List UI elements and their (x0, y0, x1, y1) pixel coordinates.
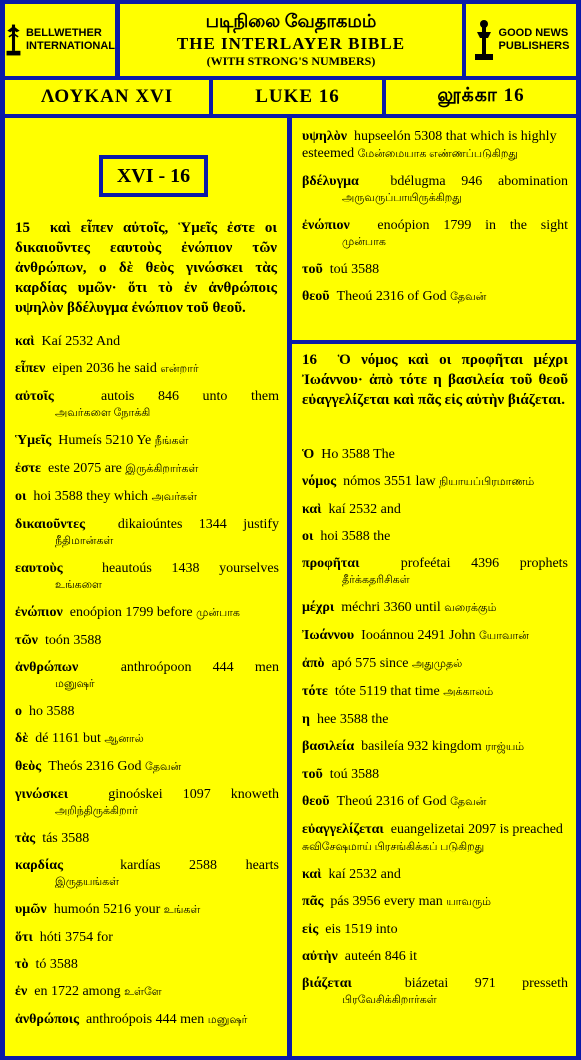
transliteration-strongs-gloss: hupseelón 5308 that which is highly esteemed (302, 129, 557, 161)
word-entry (302, 528, 568, 545)
greek-word: τοῦ (302, 767, 323, 782)
transliteration-strongs-gloss: toú 3588 (329, 262, 380, 277)
greek-word: βδέλυγμα (302, 174, 359, 189)
word-entry (15, 488, 279, 506)
transliteration-strongs-gloss: hee 3588 the (316, 712, 389, 727)
transliteration-strongs-gloss: euangelizetai 2097 is preached (390, 822, 563, 837)
greek-word: μέχρι (302, 600, 335, 615)
greek-word: η (302, 712, 310, 727)
tamil-gloss: என்றார் (160, 363, 199, 375)
transliteration-strongs-gloss: biázetai 971 presseth (404, 976, 568, 991)
greek-word: οι (15, 489, 27, 504)
greek-word: βιάζεται (302, 976, 352, 991)
transliteration-strongs-gloss: toú 3588 (329, 767, 380, 782)
greek-word: Ἰωάννου (302, 628, 355, 643)
greek-word: υμῶν (15, 902, 47, 917)
greek-word: Ὑμεῖς (15, 433, 52, 448)
word-entry (15, 929, 279, 946)
tamil-gloss: மனுஷர் (55, 678, 95, 690)
greek-word: ἀνθρώποις (15, 1012, 80, 1027)
greek-word: προφῆται (302, 556, 360, 571)
transliteration-strongs-gloss: kaí 2532 and (328, 867, 401, 882)
transliteration-strongs-gloss: tó 3588 (35, 957, 78, 972)
word-entry (15, 659, 279, 693)
transliteration-strongs-gloss: hóti 3754 for (39, 930, 113, 945)
greek-word: αὐτοῖς (15, 389, 54, 404)
word-entry (15, 516, 279, 550)
tamil-gloss: மனுஷர் (207, 1014, 248, 1026)
transliteration-strongs-gloss: Ho 3588 The (321, 447, 395, 462)
transliteration-strongs-gloss: toón 3588 (44, 633, 102, 648)
word-entry (302, 599, 568, 617)
greek-word: τὰς (15, 831, 36, 846)
greek-word: τῶν (15, 633, 38, 648)
word-entry (15, 360, 279, 378)
word-entry (15, 333, 279, 350)
verse-16-number: 16 (302, 352, 317, 368)
title-english: THE INTERLAYER BIBLE (176, 34, 406, 53)
left-column (5, 118, 287, 1056)
right-bottom-word-list (302, 446, 568, 1019)
transliteration-strongs-gloss: Kaí 2532 And (41, 334, 121, 349)
greek-word: πᾶς (302, 894, 324, 909)
tamil-gloss: ஆனால் (104, 733, 144, 745)
greek-word: αὐτὴν (302, 949, 338, 964)
transliteration-strongs-gloss: auteén 846 it (344, 949, 418, 964)
greek-word: εἶπεν (15, 361, 46, 376)
title-tamil: படிநிலை வேதாகமம் (205, 11, 377, 31)
word-entry (15, 632, 279, 649)
word-entry (15, 1011, 279, 1029)
word-entry (15, 983, 279, 1001)
verse-15-greek: καὶ εἶπεν αὐτοῖς, Ὑμεῖς ἐστε οι δικαιοῦντες εαυτοὺς ἐνώπιον τῶν ἀνθρώπων, ο δὲ θεὸς γινώσκει τὰς καρδίας υμῶν· ὅτι τὸ ἐν ἀνθρώποις υψηλὸν βδέλυγμα ἐνώπιον τοῦ θεοῦ. (15, 220, 277, 316)
greek-word: ἐνώπιον (302, 218, 350, 233)
transliteration-strongs-gloss: Iooánnou 2491 John (361, 628, 476, 643)
tamil-gloss: அதுமுதல் (411, 658, 463, 670)
verse-16-text (302, 350, 568, 410)
tamil-gloss: மேன்மையாக எண்ணப்படுகிறது (357, 148, 518, 160)
tamil-gloss: அக்காலம் (443, 686, 494, 698)
word-entry (302, 555, 568, 589)
greek-word: τὸ (15, 957, 29, 972)
transliteration-strongs-gloss: Theoú 2316 of God (336, 289, 447, 304)
right-bottom-column (292, 344, 576, 1056)
transliteration-strongs-gloss: apó 575 since (331, 656, 409, 671)
tamil-gloss: அவர்களை நோக்கி (55, 407, 151, 419)
transliteration-strongs-gloss: anthroópois 444 men (86, 1012, 205, 1027)
word-entry (302, 793, 568, 811)
word-entry (302, 683, 568, 701)
transliteration-strongs-gloss: Humeís 5210 Ye (58, 433, 152, 448)
word-entry (15, 432, 279, 450)
greek-word: υψηλὸν (302, 129, 347, 144)
transliteration-strongs-gloss: Theós 2316 God (48, 759, 142, 774)
tamil-gloss: அவர்கள் (151, 491, 198, 503)
tamil-gloss: ராஜ்யம் (485, 741, 525, 753)
word-entry (302, 948, 568, 965)
tamil-gloss: சுவிசேஷமாய் பிரசங்கிக்கப் படுகிறது (302, 841, 485, 853)
greek-word: ὅτι (15, 930, 33, 945)
transliteration-strongs-gloss: nómos 3551 law (343, 474, 436, 489)
transliteration-strongs-gloss: tóte 5119 that time (334, 684, 440, 699)
word-entry (302, 921, 568, 938)
transliteration-strongs-gloss: Theoú 2316 of God (336, 794, 447, 809)
verse-15-text (15, 218, 277, 318)
transliteration-strongs-gloss: eis 1519 into (325, 922, 398, 937)
greek-word: ἐν (15, 984, 28, 999)
transliteration-strongs-gloss: autois 846 unto them (100, 389, 279, 404)
left-logo (5, 4, 115, 76)
greek-word: καὶ (302, 502, 322, 517)
greek-word: εἰς (302, 922, 319, 937)
tamil-gloss: இருக்கிறார்கள் (125, 463, 199, 475)
tamil-gloss: உங்களை (55, 579, 102, 591)
tamil-gloss: யாவரும் (446, 896, 492, 908)
tamil-gloss: நியாயப்பிரமாணம் (439, 476, 535, 488)
verse-16-greek: Ὁ νόμος καὶ οι προφῆται μέχρι Ἰωάννου· ἀπὸ τότε η βασιλεία τοῦ θεοῦ εὐαγγελίζεται καὶ πᾶς εἰς αὐτὴν βιάζεται. (302, 352, 568, 408)
greek-word: δικαιοῦντες (15, 517, 85, 532)
greek-word: καρδίας (15, 858, 64, 873)
transliteration-strongs-gloss: este 2075 are (48, 461, 122, 476)
transliteration-strongs-gloss: dé 1161 but (35, 731, 101, 746)
tamil-gloss: பிரவேசிக்கிறார்கள் (342, 994, 437, 1006)
tamil-gloss: முன்பாக (342, 236, 386, 248)
transliteration-strongs-gloss: hoi 3588 the (320, 529, 391, 544)
greek-word: καὶ (15, 334, 35, 349)
word-entry (15, 786, 279, 820)
word-entry (302, 473, 568, 491)
word-entry (15, 388, 279, 422)
transliteration-strongs-gloss: profeétai 4396 prophets (400, 556, 568, 571)
word-entry (302, 821, 568, 856)
tamil-gloss: உங்கள் (163, 904, 201, 916)
word-entry (302, 711, 568, 728)
greek-word: νόμος (302, 474, 337, 489)
transliteration-strongs-gloss: heautoús 1438 yourselves (102, 561, 279, 576)
verse-15-number: 15 (15, 220, 30, 236)
transliteration-strongs-gloss: bdélugma 946 abomination (390, 174, 568, 189)
greek-word: θεὸς (15, 759, 42, 774)
transliteration-strongs-gloss: kaí 2532 and (328, 502, 401, 517)
transliteration-strongs-gloss: humoón 5216 your (53, 902, 161, 917)
tamil-gloss: தீர்க்கதரிசிகள் (342, 574, 410, 586)
left-logo-line-1: BELLWETHER (25, 27, 102, 39)
right-top-column (292, 118, 576, 340)
word-entry (302, 173, 568, 207)
transliteration-strongs-gloss: dikaioúntes 1344 justify (117, 517, 280, 532)
word-entry (15, 730, 279, 748)
word-entry (302, 655, 568, 673)
tamil-gloss: யோவான் (478, 630, 529, 642)
greek-word: τότε (302, 684, 328, 699)
greek-word: Ὁ (302, 447, 315, 462)
greek-word: οι (302, 529, 314, 544)
word-entry (15, 703, 279, 720)
greek-word: ἀνθρώπων (15, 660, 79, 675)
word-entry (302, 975, 568, 1009)
word-entry (302, 128, 568, 163)
transliteration-strongs-gloss: hoi 3588 they which (33, 489, 149, 504)
tamil-gloss: நீங்கள் (154, 435, 189, 447)
title-block (120, 4, 462, 76)
word-entry (302, 738, 568, 756)
greek-word: εαυτοὺς (15, 561, 63, 576)
chapter-badge: XVI - 16 (99, 155, 208, 197)
word-entry (302, 501, 568, 518)
tamil-gloss: உள்ளே (124, 986, 162, 998)
left-word-list (15, 333, 279, 1039)
greek-word: ἐστε (15, 461, 42, 476)
greek-word: ἐνώπιον (15, 605, 63, 620)
greek-word: ἀπὸ (302, 656, 325, 671)
tamil-gloss: இருதயங்கள் (55, 876, 120, 888)
book-title-english: LUKE 16 (213, 80, 382, 114)
greek-word: θεοῦ (302, 289, 330, 304)
transliteration-strongs-gloss: enoópion 1799 in the sight (377, 218, 568, 233)
word-entry (15, 460, 279, 478)
bellwether-logo-icon (5, 18, 22, 62)
tamil-gloss: வரைக்கும் (444, 602, 497, 614)
greek-word: καὶ (302, 867, 322, 882)
right-logo-line-1: GOOD NEWS (498, 27, 569, 39)
right-logo-line-2: PUBLISHERS (498, 40, 570, 52)
tamil-gloss: தேவன் (450, 796, 487, 808)
word-entry (15, 901, 279, 919)
tamil-gloss: அருவருப்பாயிருக்கிறது (342, 192, 462, 204)
tamil-gloss: அறிந்திருக்கிறார் (55, 805, 138, 817)
word-entry (302, 893, 568, 911)
word-entry (302, 217, 568, 251)
transliteration-strongs-gloss: pás 3956 every man (330, 894, 443, 909)
book-title-tamil: லூக்கா 16 (386, 80, 576, 114)
word-entry (15, 758, 279, 776)
transliteration-strongs-gloss: ho 3588 (29, 704, 75, 719)
greek-word: γινώσκει (15, 787, 69, 802)
transliteration-strongs-gloss: tás 3588 (42, 831, 90, 846)
transliteration-strongs-gloss: eipen 2036 he said (52, 361, 157, 376)
transliteration-strongs-gloss: anthroópoon 444 men (120, 660, 280, 675)
word-entry (302, 866, 568, 883)
word-entry (15, 830, 279, 847)
tamil-gloss: நீதிமான்கள் (55, 535, 114, 547)
word-entry (15, 604, 279, 622)
left-logo-line-2: INTERNATIONAL (25, 40, 115, 52)
transliteration-strongs-gloss: en 1722 among (34, 984, 121, 999)
greek-word: ο (15, 704, 22, 719)
tamil-gloss: தேவன் (450, 291, 487, 303)
greek-word: δὲ (15, 731, 29, 746)
book-title-greek: ΛΟΥΚΑΝ XVI (5, 80, 209, 114)
word-entry (15, 857, 279, 891)
word-entry (15, 956, 279, 973)
greek-word: θεοῦ (302, 794, 330, 809)
transliteration-strongs-gloss: kardías 2588 hearts (120, 858, 279, 873)
greek-word: βασιλεία (302, 739, 355, 754)
word-entry (15, 560, 279, 594)
right-top-word-list (302, 128, 568, 316)
word-entry (302, 627, 568, 645)
good-news-logo-icon (473, 18, 495, 62)
word-entry (302, 261, 568, 278)
transliteration-strongs-gloss: basileía 932 kingdom (361, 739, 482, 754)
greek-word: εὐαγγελίζεται (302, 822, 384, 837)
subtitle: (WITH STRONG'S NUMBERS) (206, 54, 376, 68)
word-entry (302, 446, 568, 463)
transliteration-strongs-gloss: enoópion 1799 before (69, 605, 193, 620)
tamil-gloss: தேவன் (145, 761, 182, 773)
greek-word: τοῦ (302, 262, 323, 277)
right-logo (466, 4, 576, 76)
transliteration-strongs-gloss: méchri 3360 until (341, 600, 441, 615)
transliteration-strongs-gloss: ginoóskei 1097 knoweth (108, 787, 279, 802)
word-entry (302, 288, 568, 306)
tamil-gloss: முன்பாக (196, 607, 240, 619)
word-entry (302, 766, 568, 783)
